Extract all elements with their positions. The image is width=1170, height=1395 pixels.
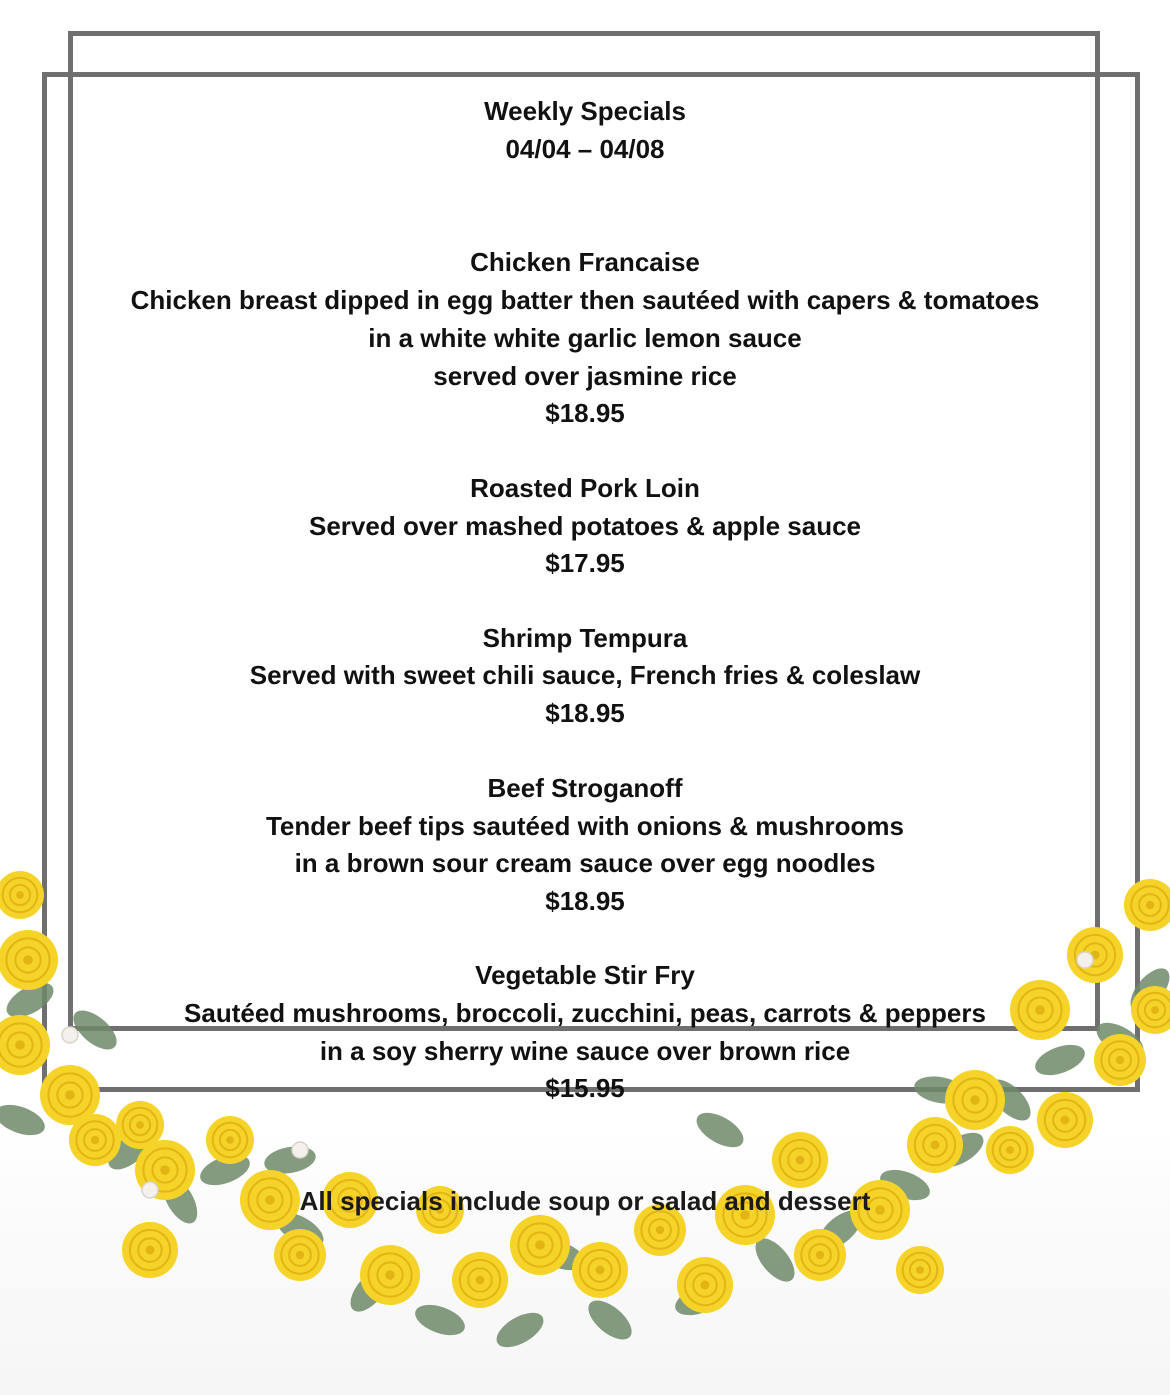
leaf-icon xyxy=(582,1293,639,1346)
rose-icon xyxy=(274,1229,326,1281)
rose-icon xyxy=(896,1246,944,1294)
leaf-icon xyxy=(491,1306,549,1355)
footer-note: All specials include soup or salad and dessert xyxy=(299,1186,871,1216)
rose-icon xyxy=(510,1215,570,1275)
rose-icon xyxy=(452,1252,508,1308)
leaf-icon xyxy=(0,1099,49,1141)
special-description: Served over mashed potatoes & apple sauce xyxy=(309,511,861,541)
special-description: in a white white garlic lemon sauce xyxy=(368,323,802,353)
rose-icon xyxy=(206,1116,254,1164)
rose-icon xyxy=(69,1114,121,1166)
special-name: Vegetable Stir Fry xyxy=(475,960,695,990)
special-name: Shrimp Tempura xyxy=(482,623,688,653)
special-price: $18.95 xyxy=(545,886,625,916)
special-description: served over jasmine rice xyxy=(433,361,737,391)
special-description: Served with sweet chili sauce, French fries & coleslaw xyxy=(249,660,921,690)
rose-icon xyxy=(772,1132,828,1188)
leaf-icon xyxy=(411,1299,469,1341)
date-range: 04/04 – 04/08 xyxy=(505,134,665,164)
pearl-icon xyxy=(292,1142,308,1158)
special-name: Chicken Francaise xyxy=(470,247,700,277)
special-description: Chicken breast dipped in egg batter then sautéed with capers & tomatoes xyxy=(130,285,1040,315)
rose-icon xyxy=(794,1229,846,1281)
rose-icon xyxy=(907,1117,963,1173)
special-price: $18.95 xyxy=(545,698,625,728)
rose-icon xyxy=(572,1242,628,1298)
special-name: Roasted Pork Loin xyxy=(470,473,700,503)
page-title: Weekly Specials xyxy=(484,96,686,126)
special-description: in a brown sour cream sauce over egg noodles xyxy=(294,848,876,878)
rose-icon xyxy=(122,1222,178,1278)
rose-icon xyxy=(1124,879,1170,931)
rose-icon xyxy=(0,871,44,919)
rose-icon xyxy=(360,1245,420,1305)
special-name: Beef Stroganoff xyxy=(487,773,683,803)
special-price: $17.95 xyxy=(545,548,625,578)
rose-icon xyxy=(986,1126,1034,1174)
special-price: $18.95 xyxy=(545,398,625,428)
leaf-icon xyxy=(691,1106,749,1155)
rose-icon xyxy=(677,1257,733,1313)
special-price: $15.95 xyxy=(545,1073,625,1103)
special-description: in a soy sherry wine sauce over brown rice xyxy=(319,1036,851,1066)
special-description: Tender beef tips sautéed with onions & mushrooms xyxy=(265,811,905,841)
special-description: Sautéed mushrooms, broccoli, zucchini, peas, carrots & peppers xyxy=(184,998,986,1028)
